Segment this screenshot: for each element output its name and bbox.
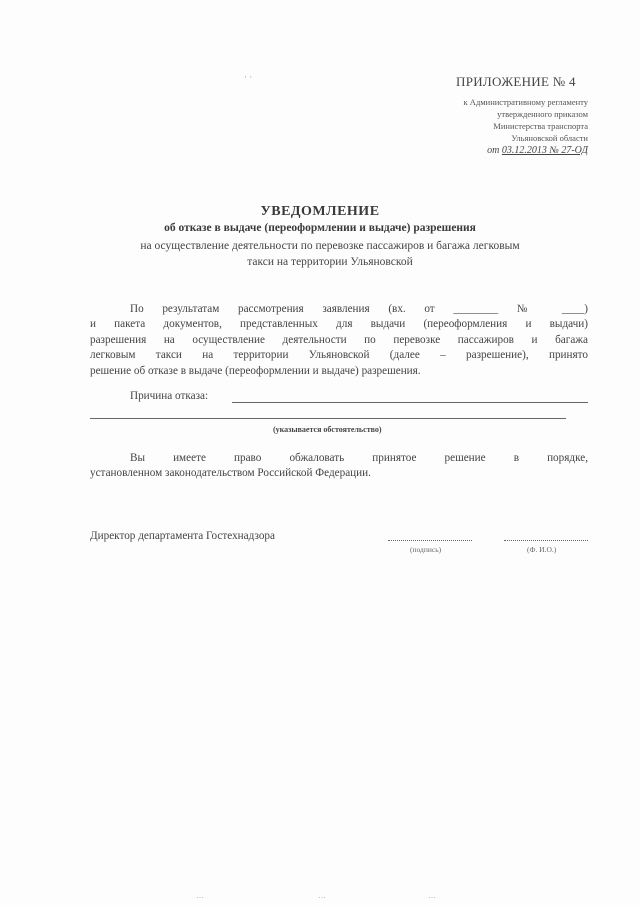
paragraph-line: По результатам рассмотрения заявления (вх. от ________ № ____) bbox=[130, 303, 588, 315]
scan-speck: · · bbox=[244, 72, 253, 82]
document-title: УВЕДОМЛЕНИЕ bbox=[260, 204, 380, 219]
annex-note-line: к Административному регламенту bbox=[463, 97, 588, 107]
signature-line bbox=[388, 540, 472, 541]
annex-title: ПРИЛОЖЕНИЕ № 4 bbox=[456, 74, 576, 89]
scan-speck: … bbox=[428, 891, 436, 900]
paragraph-line: разрешения на осуществление деятельности по перевозке пассажиров и багажа bbox=[90, 333, 588, 346]
scan-speck: … bbox=[318, 891, 326, 900]
document-subtitle: об отказе в выдаче (переоформлении и выдаче) разрешения bbox=[164, 222, 476, 234]
reason-blank-line bbox=[232, 402, 588, 403]
document-description bbox=[60, 238, 600, 270]
appeal-line: установленном законодательством Российской Федерации. bbox=[90, 467, 371, 480]
reason-label: Причина отказа: bbox=[130, 390, 209, 402]
decision-paragraph bbox=[90, 302, 588, 379]
paragraph-line: легковым такси на территории Ульяновской (далее – разрешение), принято bbox=[90, 349, 588, 362]
annex-date-prefix: от bbox=[487, 145, 500, 156]
reason-blank-line-2 bbox=[90, 418, 566, 419]
appeal-line: Вы имеете право обжаловать принятое решение в порядке, bbox=[130, 452, 588, 464]
annex-note-line: утвержденного приказом bbox=[497, 109, 588, 119]
reason-caption: (указывается обстоятельство) bbox=[273, 425, 382, 434]
paragraph-line: решение об отказе в выдаче (переоформлении и выдаче) разрешения. bbox=[90, 364, 421, 377]
paragraph-line: и пакета документов, представленных для выдачи (переоформления и выдачи) bbox=[90, 318, 588, 331]
appeal-paragraph bbox=[90, 451, 588, 482]
annex-note-line: Министерства транспорта bbox=[493, 121, 588, 131]
description-line: такси на территории Ульяновской bbox=[247, 256, 413, 268]
annex-note bbox=[464, 96, 588, 157]
description-line: на осуществление деятельности по перевозке пассажиров и багажа легковым bbox=[140, 240, 520, 252]
signature-caption: (подпись) bbox=[410, 545, 442, 554]
annex-note-line: Ульяновской области bbox=[511, 133, 588, 143]
name-caption: (Ф. И.О.) bbox=[527, 545, 557, 554]
annex-date-line bbox=[464, 145, 588, 157]
name-line bbox=[504, 540, 588, 541]
scan-speck: … bbox=[196, 891, 204, 900]
signer-position: Директор департамента Гостехнадзора bbox=[90, 530, 275, 542]
annex-date: 03.12.2013 № 27-ОД bbox=[501, 145, 588, 156]
